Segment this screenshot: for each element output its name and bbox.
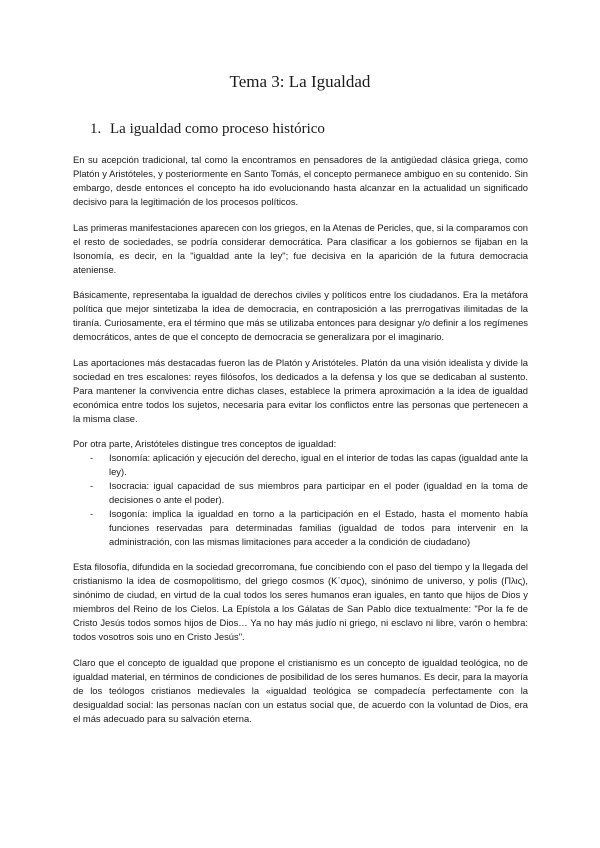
paragraph-6: Esta filosofía, difundida en la sociedad grecorromana, fue concibiendo con el paso del tiempo y la llegada del cristianismo la idea de cosmopolitismo, del griego cosmos (Κ᾽σμος), sinónimo de universo, y polis (Πλις), sinónimo de ciudad, en virtud de la cual todos los seres humanos eran iguales, en tanto que hijos de Dios y miembros del Reino de los Cielos. La Epístola a los Gálatas de San Pablo dice textualmente: "Por la fe de Cristo Jesús todos somos hijos de Dios… Ya no hay más judío ni griego, ni esclavo ni libre, varón o hembra: todos vosotros sois uno en Cristo Jesús". (73, 561, 528, 642)
list-bullet: - (90, 452, 94, 463)
document-body (73, 153, 528, 737)
list-item (73, 507, 528, 549)
paragraph-3: Básicamente, representaba la igualdad de derechos civiles y políticos entre los ciudadanos. Era la metáfora política que mejor sintetizaba la idea de democracia, en contraposición a las prerrogativas ilimitadas de la tiranía. Curiosamente, era el término que más se utilizaba entonces para designar y/o definir a los regímenes democráticos, antes de que el concepto de democracia se generalizara por el imaginario. (73, 289, 528, 342)
paragraph-7: Claro que el concepto de igualdad que propone el cristianismo es un concepto de igualdad teológica, no de igualdad material, en términos de condiciones de posibilidad de los seres humanos. Es decir, para la mayoría de los teólogos cristianos medievales la «igualdad teológica se compadecía perfectamente con la desigualdad social: las personas nacían con un estatus social que, de acuerdo con la voluntad de Dios, era el más adecuado para su salvación eterna. (73, 656, 528, 724)
paragraph-5: Por otra parte, Aristóteles distingue tres conceptos de igualdad: (73, 438, 337, 449)
list-bullet: - (90, 508, 94, 519)
list-item (73, 451, 528, 479)
list-item-text: Isocracia: igual capacidad de sus miembros para participar en el poder (igualdad en la toma de decisiones o ante el poder). (109, 480, 528, 505)
list-item-text: Isogonía: implica la igualdad en torno a la participación en el Estado, hasta el momento había funciones reservadas para determinadas familias (igualdad de todos para intervenir en la administración, con las mismas limitaciones para acceder a la condición de ciudadano) (109, 508, 528, 547)
paragraph-1: En su acepción tradicional, tal como la encontramos en pensadores de la antigüedad clásica griega, como Platón y Aristóteles, y posteriormente en Santo Tomás, el concepto permanece ambiguo en su contenido. Sin embargo, desde entonces el concepto ha ido evolucionando hasta alcanzar en la actualidad un significado decisivo para la legitimación de los procesos políticos. (73, 154, 528, 207)
list-item-text: Isonomía: aplicación y ejecución del derecho, igual en el interior de todas las capas (igualdad ante la ley). (109, 452, 528, 477)
paragraph-4: Las aportaciones más destacadas fueron las de Platón y Aristóteles. Platón da una visión idealista y divide la sociedad en tres escalones: reyes filósofos, los dedicados a la defensa y los que se dedicaban al sustento. Para mantener la convivencia entre dichas clases, establece la primera aproximación a la idea de igualdad económica entre todos los sujetos, necesaria para evitar los conflictos entre las personas que pertenecen a la misma clase. (73, 356, 528, 424)
equality-concepts-list (73, 451, 528, 549)
list-bullet: - (90, 480, 94, 491)
section-heading-text: La igualdad como proceso histórico (110, 121, 325, 137)
section-number: 1. (90, 121, 102, 137)
paragraph-2: Las primeras manifestaciones aparecen con los griegos, en la Atenas de Pericles, que, si la comparamos con el resto de sociedades, se podría considerar democrática. Para clasificar a los gobiernos se fijaban en la Isonomía, es decir, en la "igualdad ante la ley"; fue decisiva en la aparición de la futura democracia ateniense. (73, 221, 528, 275)
document-title: Tema 3: La Igualdad (229, 72, 371, 91)
list-item (73, 479, 528, 507)
section-heading (90, 121, 325, 138)
